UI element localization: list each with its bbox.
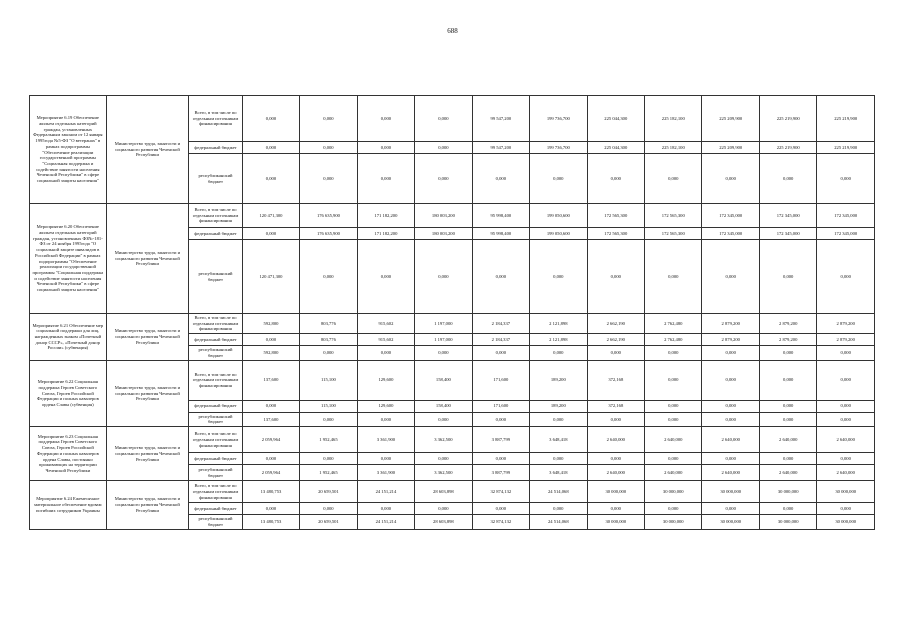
- funding-source: федеральный бюджет: [189, 503, 242, 515]
- amount-cell: 172 345,000: [817, 204, 875, 228]
- funding-source: республиканский бюджет: [189, 154, 242, 204]
- amount-cell: 2 662,190: [587, 334, 644, 346]
- amount-cell: 180 003,200: [415, 204, 472, 228]
- funding-source: Всего, в том числе по отдельным источникам финансирования: [189, 481, 242, 503]
- amount-cell: 172 345,000: [817, 228, 875, 240]
- amount-cell: 0,000: [530, 240, 587, 314]
- amount-cell: 0,000: [357, 154, 414, 204]
- amount-cell: 30 000,000: [817, 515, 875, 529]
- responsible-executor: Министерство труда, занятости и социального развития Чеченской Республики: [106, 96, 189, 204]
- amount-cell: 372,168: [587, 360, 644, 400]
- amount-cell: 0,000: [645, 240, 702, 314]
- amount-cell: 0,000: [242, 154, 299, 204]
- funding-source: Всего, в том числе по отдельным источникам финансирования: [189, 360, 242, 400]
- amount-cell: 2 879,200: [759, 334, 816, 346]
- responsible-executor: Министерство труда, занятости и социального развития Чеченской Республики: [106, 204, 189, 314]
- amount-cell: 0,000: [357, 503, 414, 515]
- table-row: [30, 427, 875, 453]
- amount-cell: 0,000: [759, 453, 816, 465]
- amount-cell: 0,000: [587, 453, 644, 465]
- amount-cell: 137,600: [242, 412, 299, 426]
- amount-cell: 0,000: [357, 142, 414, 154]
- funding-source: Всего, в том числе по отдельным источникам финансирования: [189, 314, 242, 334]
- amount-cell: 2 184,337: [472, 314, 529, 334]
- amount-cell: 0,000: [472, 154, 529, 204]
- amount-cell: 0,000: [530, 412, 587, 426]
- amount-cell: 0,000: [587, 154, 644, 204]
- amount-cell: 0,000: [759, 400, 816, 412]
- amount-cell: 2 184,337: [472, 334, 529, 346]
- responsible-executor: Министерство труда, занятости и социального развития Чеченской Республики: [106, 360, 189, 426]
- amount-cell: 137,600: [242, 360, 299, 400]
- amount-cell: 372,168: [587, 400, 644, 412]
- amount-cell: 30 000,000: [702, 515, 759, 529]
- amount-cell: 0,000: [817, 154, 875, 204]
- amount-cell: 129,600: [357, 360, 414, 400]
- amount-cell: 30 000,000: [587, 515, 644, 529]
- amount-cell: 0,000: [702, 360, 759, 400]
- amount-cell: 0,000: [357, 96, 414, 142]
- amount-cell: 0,000: [242, 400, 299, 412]
- amount-cell: 803,776: [300, 334, 357, 346]
- amount-cell: 158,400: [415, 360, 472, 400]
- amount-cell: 2 121,898: [530, 314, 587, 334]
- funding-source: Всего, в том числе по отдельным источникам финансирования: [189, 427, 242, 453]
- amount-cell: 0,000: [645, 412, 702, 426]
- amount-cell: 0,000: [817, 412, 875, 426]
- amount-cell: 0,000: [300, 346, 357, 360]
- amount-cell: 172 565,300: [645, 228, 702, 240]
- amount-cell: 24 151,214: [357, 481, 414, 503]
- amount-cell: 199 736,700: [530, 142, 587, 154]
- amount-cell: 0,000: [645, 453, 702, 465]
- amount-cell: 0,000: [472, 240, 529, 314]
- amount-cell: 0,000: [415, 154, 472, 204]
- amount-cell: 0,000: [415, 346, 472, 360]
- amount-cell: 99 547,200: [472, 142, 529, 154]
- amount-cell: 172 565,300: [587, 228, 644, 240]
- amount-cell: 3 887,799: [472, 427, 529, 453]
- amount-cell: 158,400: [415, 400, 472, 412]
- amount-cell: 0,000: [759, 240, 816, 314]
- amount-cell: 30 000,000: [645, 481, 702, 503]
- amount-cell: 0,000: [415, 412, 472, 426]
- amount-cell: 172 565,300: [587, 204, 644, 228]
- amount-cell: 0,000: [759, 503, 816, 515]
- amount-cell: 171,600: [472, 400, 529, 412]
- amount-cell: 0,000: [415, 240, 472, 314]
- amount-cell: 2 640,000: [702, 465, 759, 481]
- measure-name: Мероприятие 6.21 Обеспечение мер социальной поддержки для лиц, награжденных знаком «Почетный донор СССР», «Почетный донор России» (субвенция): [30, 314, 107, 361]
- amount-cell: 3 887,799: [472, 465, 529, 481]
- amount-cell: 0,000: [530, 503, 587, 515]
- amount-cell: 0,000: [300, 96, 357, 142]
- amount-cell: 2 640,000: [587, 465, 644, 481]
- amount-cell: 0,000: [645, 154, 702, 204]
- amount-cell: 3 361,900: [357, 465, 414, 481]
- amount-cell: 0,000: [300, 154, 357, 204]
- amount-cell: 0,000: [702, 154, 759, 204]
- amount-cell: 115,100: [300, 360, 357, 400]
- amount-cell: 0,000: [415, 503, 472, 515]
- amount-cell: 30 000,000: [759, 515, 816, 529]
- amount-cell: 0,000: [817, 453, 875, 465]
- amount-cell: 0,000: [759, 360, 816, 400]
- amount-cell: 0,000: [817, 360, 875, 400]
- table-row: [30, 481, 875, 503]
- amount-cell: 2 879,200: [817, 314, 875, 334]
- amount-cell: 28 603,898: [415, 515, 472, 529]
- amount-cell: 172 345,000: [759, 204, 816, 228]
- amount-cell: 0,000: [702, 503, 759, 515]
- funding-source: республиканский бюджет: [189, 465, 242, 481]
- amount-cell: 0,000: [759, 154, 816, 204]
- amount-cell: 225 219,900: [759, 142, 816, 154]
- amount-cell: 225 219,900: [817, 96, 875, 142]
- amount-cell: 0,000: [415, 142, 472, 154]
- amount-cell: 0,000: [587, 240, 644, 314]
- amount-cell: 172 345,000: [702, 204, 759, 228]
- funding-source: федеральный бюджет: [189, 334, 242, 346]
- amount-cell: 1 952,465: [300, 427, 357, 453]
- amount-cell: 915,602: [357, 334, 414, 346]
- amount-cell: 0,000: [817, 503, 875, 515]
- amount-cell: 592,800: [242, 314, 299, 334]
- amount-cell: 95 998,400: [472, 204, 529, 228]
- amount-cell: 0,000: [472, 453, 529, 465]
- responsible-executor: Министерство труда, занятости и социального развития Чеченской Республики: [106, 427, 189, 481]
- amount-cell: 2 879,200: [759, 314, 816, 334]
- amount-cell: 0,000: [300, 142, 357, 154]
- amount-cell: 0,000: [472, 346, 529, 360]
- amount-cell: 2 640,000: [645, 427, 702, 453]
- amount-cell: 225 209,900: [702, 142, 759, 154]
- responsible-executor: Министерство труда, занятости и социального развития Чеченской Республики: [106, 481, 189, 529]
- amount-cell: 0,000: [242, 503, 299, 515]
- amount-cell: 172 565,300: [645, 204, 702, 228]
- amount-cell: 30 000,000: [702, 481, 759, 503]
- funding-source: республиканский бюджет: [189, 412, 242, 426]
- amount-cell: 225 209,900: [702, 96, 759, 142]
- amount-cell: 0,000: [759, 346, 816, 360]
- amount-cell: 803,776: [300, 314, 357, 334]
- amount-cell: 2 762,480: [645, 314, 702, 334]
- amount-cell: 225 044,300: [587, 96, 644, 142]
- funding-source: федеральный бюджет: [189, 142, 242, 154]
- table-row: [30, 360, 875, 400]
- amount-cell: 0,000: [357, 412, 414, 426]
- amount-cell: 3 362,500: [415, 427, 472, 453]
- amount-cell: 30 000,000: [817, 481, 875, 503]
- amount-cell: 120 471,300: [242, 204, 299, 228]
- amount-cell: 99 547,200: [472, 96, 529, 142]
- amount-cell: 0,000: [587, 503, 644, 515]
- amount-cell: 0,000: [587, 346, 644, 360]
- amount-cell: 0,000: [645, 503, 702, 515]
- amount-cell: 189,200: [530, 360, 587, 400]
- amount-cell: 0,000: [357, 453, 414, 465]
- amount-cell: 2 640,000: [759, 427, 816, 453]
- amount-cell: 1 197,000: [415, 314, 472, 334]
- amount-cell: 30 000,000: [759, 481, 816, 503]
- amount-cell: 2 640,000: [702, 427, 759, 453]
- amount-cell: 24 514,068: [530, 515, 587, 529]
- amount-cell: 225 219,900: [817, 142, 875, 154]
- amount-cell: 2 762,480: [645, 334, 702, 346]
- amount-cell: 0,000: [530, 154, 587, 204]
- measure-name: Мероприятие 6.22 Социальная поддержка Героев Советского Союза, Героев Российской Федерации и полных кавалеров ордена Славы (субвенция): [30, 360, 107, 426]
- funding-source: федеральный бюджет: [189, 453, 242, 465]
- measure-name: Мероприятие 6.23 Социальная поддержка Героев Советского Союза, Героев Российской Федерации и полных кавалеров ордена Славы, постоянно проживающих на территории Чеченской Республики: [30, 427, 107, 481]
- amount-cell: 915,602: [357, 314, 414, 334]
- amount-cell: 3 648,418: [530, 465, 587, 481]
- amount-cell: 3 648,418: [530, 427, 587, 453]
- measure-name: Мероприятие 6.24 Ежемесячное материальное обеспечение вдовам погибших сотрудников Украины: [30, 481, 107, 529]
- amount-cell: 0,000: [817, 346, 875, 360]
- amount-cell: 2 640,000: [587, 427, 644, 453]
- amount-cell: 2 879,200: [702, 314, 759, 334]
- amount-cell: 0,000: [300, 503, 357, 515]
- amount-cell: 225 219,900: [759, 96, 816, 142]
- amount-cell: 0,000: [702, 412, 759, 426]
- amount-cell: 199 050,600: [530, 228, 587, 240]
- amount-cell: 0,000: [702, 400, 759, 412]
- amount-cell: 0,000: [415, 453, 472, 465]
- amount-cell: 2 640,000: [645, 465, 702, 481]
- amount-cell: 2 059,964: [242, 465, 299, 481]
- amount-cell: 13 480,753: [242, 481, 299, 503]
- measure-name: Мероприятие 6.19 Обеспечение жильем отдельных категорий граждан, установленных Федеральным законом от 12 января 1995года №5-ФЗ "О ветеранах" в рамках подпрограммы "Обеспечение реализации государственной программы "Социальная поддержка и содействие занятости населения Чеченской Республики" в сфере социальной защиты населения": [30, 96, 107, 204]
- amount-cell: 0,000: [759, 412, 816, 426]
- funding-source: федеральный бюджет: [189, 228, 242, 240]
- amount-cell: 172 345,000: [702, 228, 759, 240]
- page-number: 688: [447, 27, 458, 35]
- table-row: [30, 96, 875, 142]
- amount-cell: 0,000: [817, 240, 875, 314]
- funding-source: республиканский бюджет: [189, 515, 242, 529]
- amount-cell: 2 662,190: [587, 314, 644, 334]
- funding-source: республиканский бюджет: [189, 346, 242, 360]
- amount-cell: 0,000: [357, 346, 414, 360]
- amount-cell: 2 640,000: [817, 465, 875, 481]
- amount-cell: 0,000: [242, 96, 299, 142]
- budget-table: [29, 95, 875, 530]
- amount-cell: 1 952,465: [300, 465, 357, 481]
- amount-cell: 129,600: [357, 400, 414, 412]
- amount-cell: 199 736,700: [530, 96, 587, 142]
- amount-cell: 0,000: [587, 412, 644, 426]
- amount-cell: 115,100: [300, 400, 357, 412]
- amount-cell: 176 635,900: [300, 204, 357, 228]
- amount-cell: 172 345,000: [759, 228, 816, 240]
- amount-cell: 0,000: [645, 346, 702, 360]
- amount-cell: 95 998,400: [472, 228, 529, 240]
- funding-source: Всего, в том числе по отдельным источникам финансирования: [189, 204, 242, 228]
- amount-cell: 171 182,200: [357, 228, 414, 240]
- amount-cell: 20 659,501: [300, 515, 357, 529]
- amount-cell: 0,000: [645, 400, 702, 412]
- amount-cell: 225 182,100: [645, 142, 702, 154]
- amount-cell: 0,000: [300, 240, 357, 314]
- amount-cell: 0,000: [300, 453, 357, 465]
- amount-cell: 2 879,200: [817, 334, 875, 346]
- amount-cell: 2 640,000: [817, 427, 875, 453]
- amount-cell: 32 874,132: [472, 515, 529, 529]
- amount-cell: 2 121,898: [530, 334, 587, 346]
- amount-cell: 2 640,000: [759, 465, 816, 481]
- amount-cell: 3 361,900: [357, 427, 414, 453]
- amount-cell: 28 603,898: [415, 481, 472, 503]
- amount-cell: 0,000: [472, 412, 529, 426]
- amount-cell: 0,000: [242, 142, 299, 154]
- table-row: [30, 204, 875, 228]
- measure-name: Мероприятие 6.20 Обеспечение жильем отдельных категорий граждан, установленных ФЗ№-181-ФЗ от 24 ноября 1995года "О социальной защите инвалидов в Российской Федерации" в рамках подпрограммы "Обеспечение реализации государственной программы "Социальная поддержка и содействие занятости населения Чеченской Республики" в сфере социальной защиты населения": [30, 204, 107, 314]
- amount-cell: 0,000: [242, 453, 299, 465]
- amount-cell: 30 000,000: [645, 515, 702, 529]
- amount-cell: 0,000: [300, 412, 357, 426]
- funding-source: Всего, в том числе по отдельным источникам финансирования: [189, 96, 242, 142]
- table-row: [30, 314, 875, 334]
- amount-cell: 171,600: [472, 360, 529, 400]
- amount-cell: 24 151,214: [357, 515, 414, 529]
- amount-cell: 225 044,300: [587, 142, 644, 154]
- funding-source: республиканский бюджет: [189, 240, 242, 314]
- amount-cell: 3 362,500: [415, 465, 472, 481]
- amount-cell: 0,000: [702, 240, 759, 314]
- amount-cell: 176 635,900: [300, 228, 357, 240]
- amount-cell: 2 059,964: [242, 427, 299, 453]
- amount-cell: 30 000,000: [587, 481, 644, 503]
- amount-cell: 180 003,200: [415, 228, 472, 240]
- amount-cell: 0,000: [645, 360, 702, 400]
- amount-cell: 1 197,000: [415, 334, 472, 346]
- amount-cell: 0,000: [702, 453, 759, 465]
- amount-cell: 199 050,600: [530, 204, 587, 228]
- amount-cell: 0,000: [242, 334, 299, 346]
- amount-cell: 24 514,068: [530, 481, 587, 503]
- amount-cell: 225 182,100: [645, 96, 702, 142]
- amount-cell: 0,000: [415, 96, 472, 142]
- amount-cell: 20 659,501: [300, 481, 357, 503]
- amount-cell: 32 874,132: [472, 481, 529, 503]
- amount-cell: 120 471,300: [242, 240, 299, 314]
- amount-cell: 0,000: [702, 346, 759, 360]
- amount-cell: 2 879,200: [702, 334, 759, 346]
- amount-cell: 592,800: [242, 346, 299, 360]
- amount-cell: 171 182,200: [357, 204, 414, 228]
- funding-source: федеральный бюджет: [189, 400, 242, 412]
- amount-cell: 0,000: [357, 240, 414, 314]
- amount-cell: 0,000: [472, 503, 529, 515]
- amount-cell: 13 480,753: [242, 515, 299, 529]
- amount-cell: 0,000: [530, 453, 587, 465]
- responsible-executor: Министерство труда, занятости и социального развития Чеченской Республики: [106, 314, 189, 361]
- amount-cell: 189,200: [530, 400, 587, 412]
- amount-cell: 0,000: [530, 346, 587, 360]
- amount-cell: 0,000: [242, 228, 299, 240]
- amount-cell: 0,000: [817, 400, 875, 412]
